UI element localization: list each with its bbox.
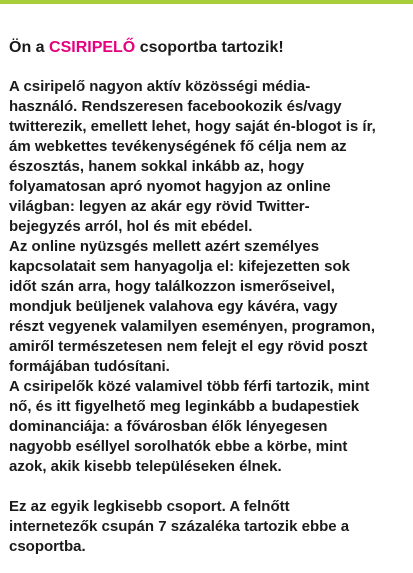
result-title bbox=[9, 38, 405, 58]
result-content bbox=[9, 38, 405, 557]
paragraph-social-life: Az online nyüzsgés mellett azért személyes kapcsolatait sem hanyagolja el: kifejezetten sok időt szán arra, hogy találkozzon ismerőseivel, mondjuk beüljenek valahova egy kávéra, vagy részt vegyenek valamilyen eseményen, programon, amiről természetesen nem felejt el egy rövid poszt formájában tudósítani. bbox=[9, 238, 375, 375]
top-accent-rule bbox=[0, 0, 413, 4]
paragraph-description: A csiripelő nagyon aktív közösségi média- használó. Rendszeresen facebookozik és/vagy twitterezik, emellett lehet, hogy saját én-blogot is ír, ám webkettes tevékenységének fő célja nem az észosztás, hanem sokkal inkább az, hogy folyamatosan apró nyomot hagyjon az online világban: legyen az akár egy rövid Twitter- bejegyzés arról, hol és mit ebédel. bbox=[9, 78, 376, 235]
paragraph-gap bbox=[9, 477, 405, 497]
title-suffix: csoportba tartozik! bbox=[135, 39, 284, 56]
group-name-highlight: CSIRIPELŐ bbox=[49, 39, 136, 56]
title-prefix: Ön a bbox=[9, 39, 50, 56]
paragraph-demographics: A csiripelők közé valamivel több férfi tartozik, mint nő, és itt figyelhető meg leginkább a budapestiek dominanciája: a fővárosban élők lényegesen nagyobb eséllyel sorolhatók ebbe a körbe, mint azok, akik kisebb településeken élnek. bbox=[9, 378, 370, 475]
paragraph-group-size: Ez az egyik legkisebb csoport. A felnőtt internetezők csupán 7 százaléka tartozik ebbe a csoportba. bbox=[9, 498, 350, 555]
